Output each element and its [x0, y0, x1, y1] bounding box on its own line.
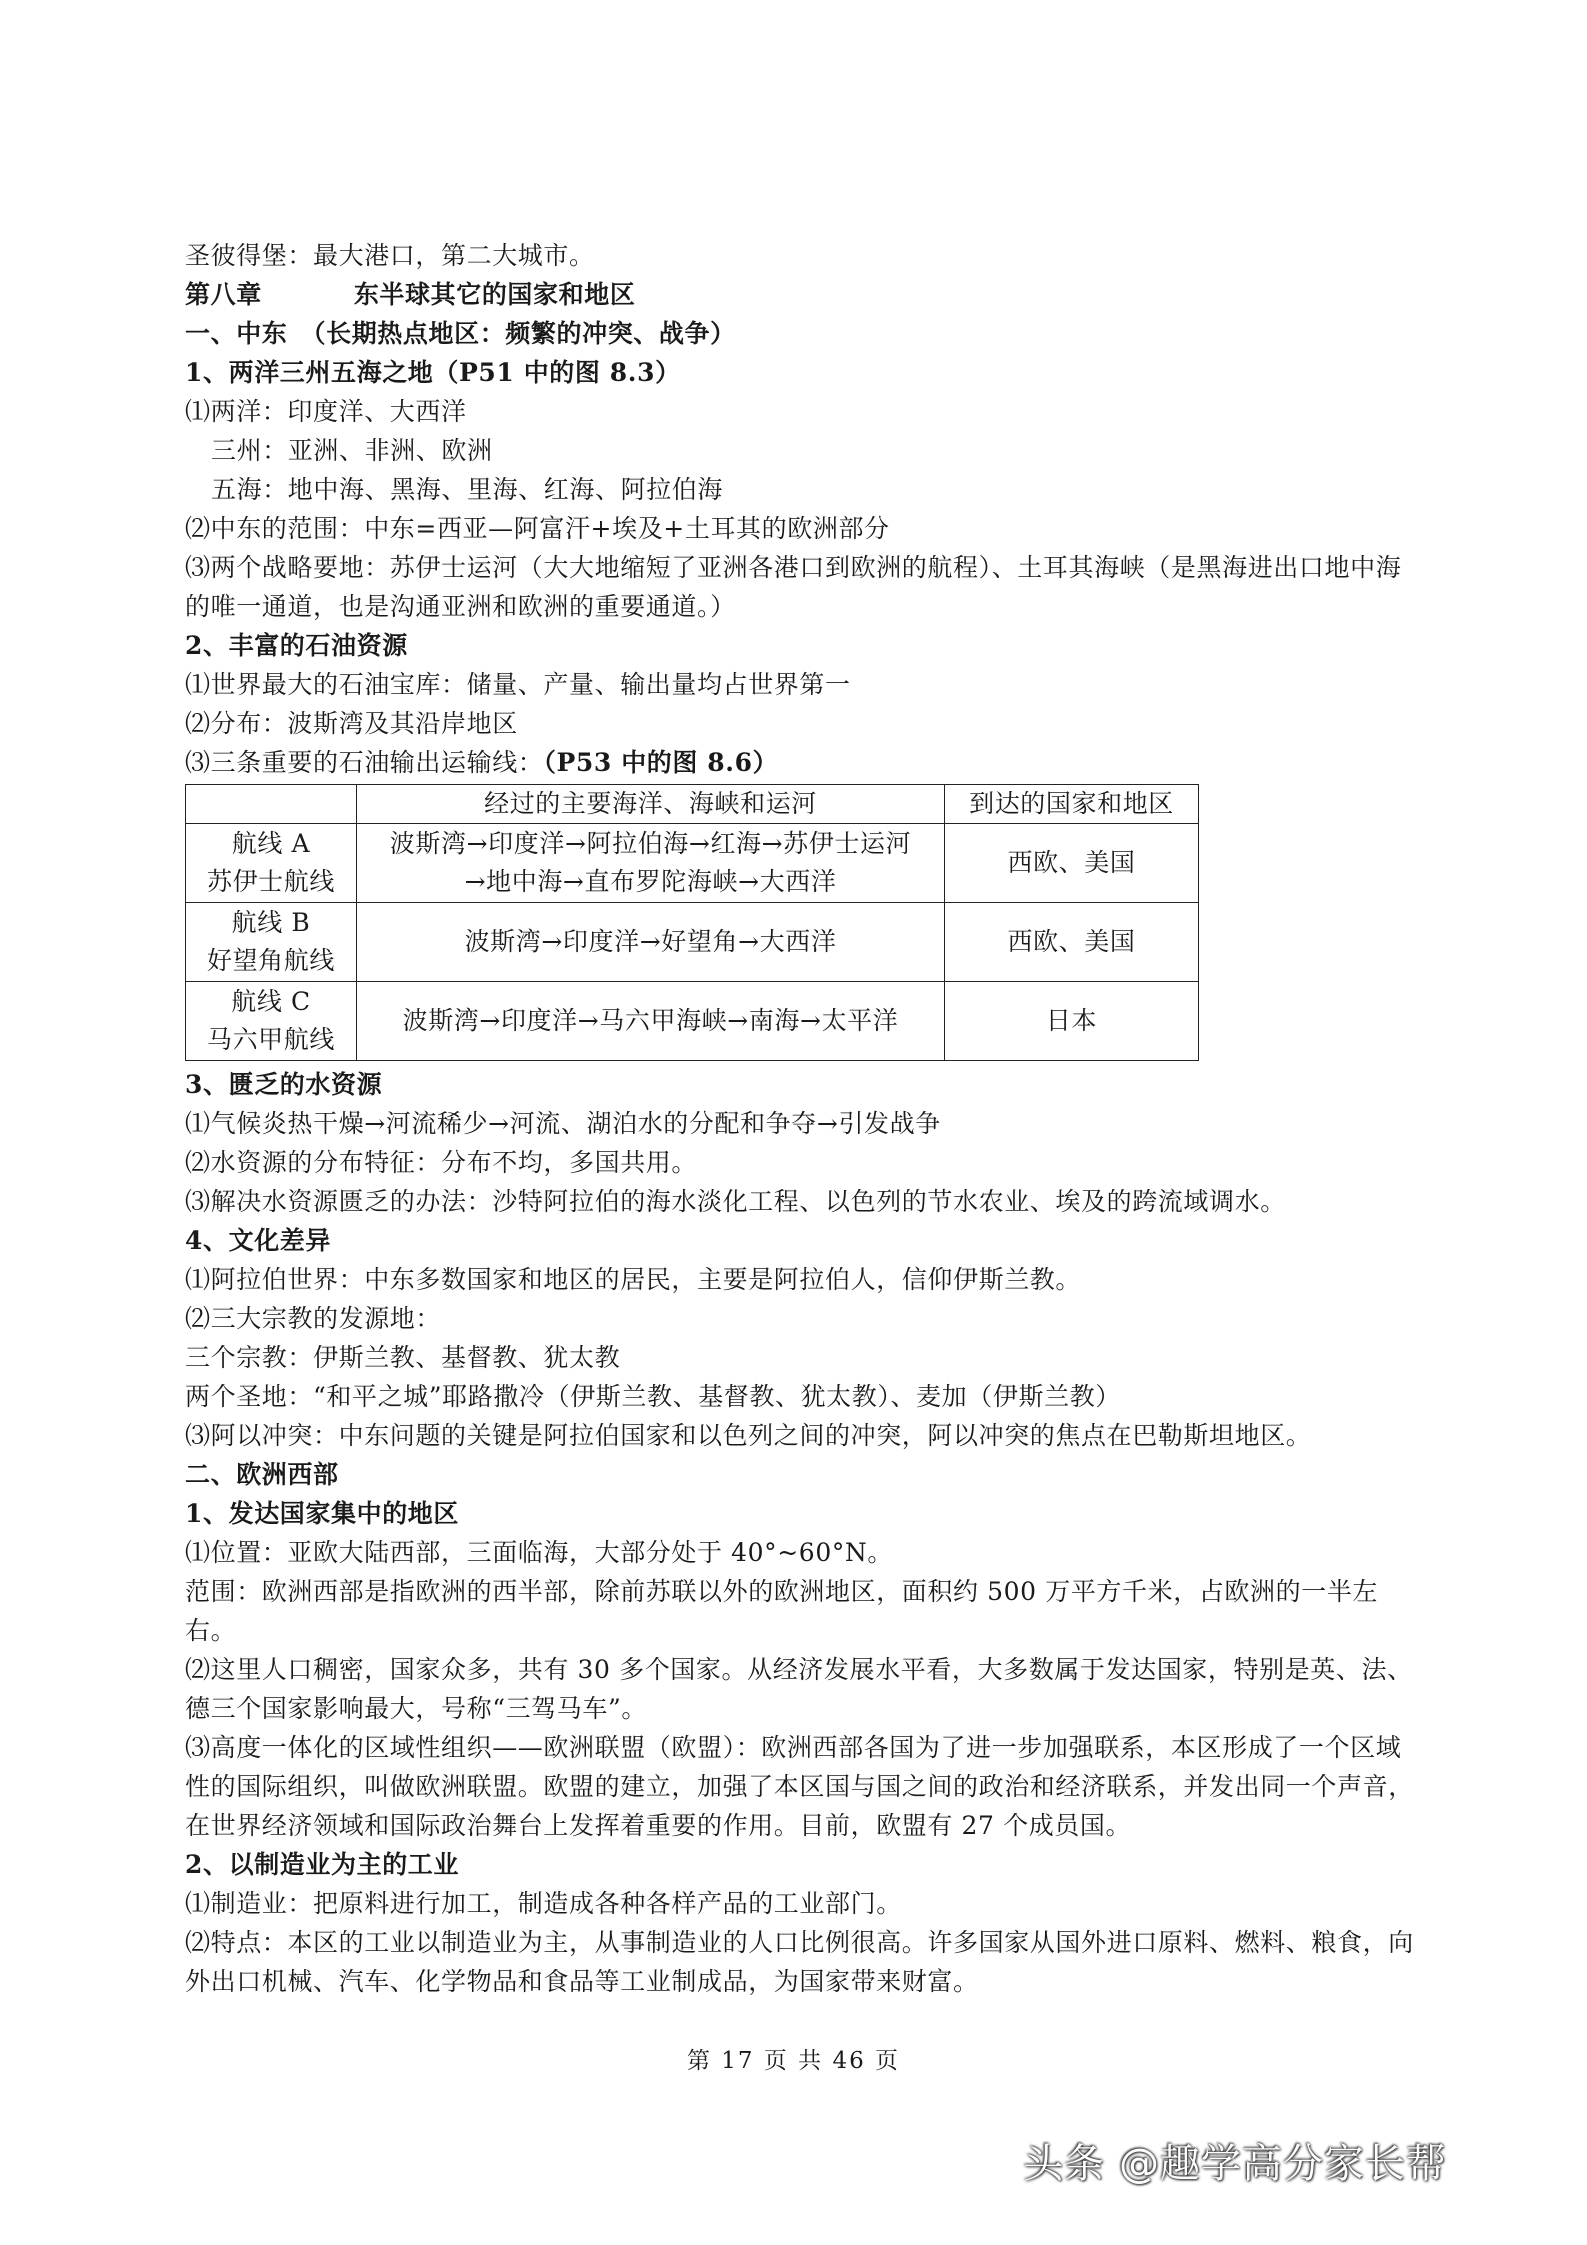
subsection-heading: 2、丰富的石油资源 — [185, 631, 408, 660]
text-line: ⑴制造业：把原料进行加工，制造成各种各样产品的工业部门。 — [185, 1889, 902, 1918]
subsection-heading: 1、两洋三州五海之地（P51 中的图 8.3） — [185, 358, 681, 387]
text-line: ⑵水资源的分布特征：分布不均，多国共用。 — [185, 1148, 698, 1177]
route-name-cell — [186, 982, 357, 1061]
text-line: 五海：地中海、黑海、里海、红海、阿拉伯海 — [211, 475, 724, 504]
route-name: 航线 C — [231, 987, 311, 1016]
route-name-cell — [186, 824, 357, 903]
text-line: 两个圣地：“和平之城”耶路撒冷（伊斯兰教、基督教、犹太教）、麦加（伊斯兰教） — [185, 1382, 1121, 1411]
section-heading: 一、中东 （长期热点地区：频繁的冲突、战争） — [185, 319, 736, 348]
route-name: 航线 A — [231, 829, 311, 858]
route-alias: 苏伊士航线 — [206, 867, 335, 896]
text-line: 三个宗教：伊斯兰教、基督教、犹太教 — [185, 1343, 621, 1372]
text-line: ⑴两洋：印度洋、大西洋 — [185, 397, 467, 426]
route-path: 波斯湾→印度洋→马六甲海峡→南海→太平洋 — [357, 982, 945, 1061]
text-line: ⑶解决水资源匮乏的办法：沙特阿拉伯的海水淡化工程、以色列的节水农业、埃及的跨流域调水。 — [185, 1187, 1286, 1216]
route-path: →地中海→直布罗陀海峡→大西洋 — [464, 867, 837, 896]
section-heading: 二、欧洲西部 — [185, 1460, 339, 1489]
text-line: ⑴世界最大的石油宝库：储量、产量、输出量均占世界第一 — [185, 670, 851, 699]
route-destination: 西欧、美国 — [945, 824, 1199, 903]
text-paragraph: ⑵这里人口稠密，国家众多，共有 30 多个国家。从经济发展水平看，大多数属于发达国家，特别是英、法、德三个国家影响最大，号称“三驾马车”。 — [185, 1655, 1413, 1723]
table-header-cell: 经过的主要海洋、海峡和运河 — [357, 785, 945, 824]
route-alias: 好望角航线 — [206, 946, 335, 975]
route-path-cell — [357, 824, 945, 903]
route-alias: 马六甲航线 — [206, 1025, 335, 1054]
table-row — [186, 824, 1199, 903]
route-path: 波斯湾→印度洋→阿拉伯海→红海→苏伊士运河 — [389, 829, 912, 858]
text-line: ⑵三大宗教的发源地： — [185, 1304, 442, 1333]
route-name: 航线 B — [231, 908, 311, 937]
text-line — [185, 743, 1415, 782]
subsection-heading: 3、匮乏的水资源 — [185, 1070, 383, 1099]
text-paragraph: ⑶高度一体化的区域性组织——欧洲联盟（欧盟）：欧洲西部各国为了进一步加强联系，本区形成了一个区域性的国际组织，叫做欧洲联盟。欧盟的建立，加强了本区国与国之间的政治和经济联系，并发出同一个声音，在世界经济领域和国际政治舞台上发挥着重要的作用。目前，欧盟有 27 个成员国。 — [185, 1733, 1414, 1840]
subsection-heading: 1、发达国家集中的地区 — [185, 1499, 459, 1528]
route-destination: 西欧、美国 — [945, 903, 1199, 982]
chapter-heading — [185, 275, 1415, 314]
table-header-cell: 到达的国家和地区 — [945, 785, 1199, 824]
text-span: ⑶三条重要的石油输出运输线： — [185, 748, 544, 777]
document-body — [185, 236, 1415, 2001]
chapter-number: 第八章 — [185, 280, 262, 309]
text-line: ⑴阿拉伯世界：中东多数国家和地区的居民，主要是阿拉伯人，信仰伊斯兰教。 — [185, 1265, 1082, 1294]
text-line: ⑵分布：波斯湾及其沿岸地区 — [185, 709, 518, 738]
table-header-cell — [186, 785, 357, 824]
figure-reference: （P53 中的图 8.6） — [543, 748, 779, 777]
text-paragraph: 范围：欧洲西部是指欧洲的西半部，除前苏联以外的欧洲地区，面积约 500 万平方千米，占欧洲的一半左右。 — [185, 1577, 1379, 1645]
route-name-cell — [186, 903, 357, 982]
text-line: 圣彼得堡：最大港口，第二大城市。 — [185, 241, 595, 270]
text-paragraph: ⑵特点：本区的工业以制造业为主，从事制造业的人口比例很高。许多国家从国外进口原料、燃料、粮食，向外出口机械、汽车、化学物品和食品等工业制成品，为国家带来财富。 — [185, 1928, 1414, 1996]
text-line: 三州：亚洲、非洲、欧洲 — [211, 436, 493, 465]
oil-routes-table — [185, 784, 1199, 1061]
watermark: 头条 @趣学高分家长帮 — [1023, 2141, 1447, 2187]
route-destination: 日本 — [945, 982, 1199, 1061]
route-path: 波斯湾→印度洋→好望角→大西洋 — [357, 903, 945, 982]
text-paragraph: ⑶两个战略要地：苏伊士运河（大大地缩短了亚洲各港口到欧洲的航程）、土耳其海峡（是黑海进出口地中海的唯一通道，也是沟通亚洲和欧洲的重要通道。） — [185, 553, 1402, 621]
text-line: ⑶阿以冲突：中东问题的关键是阿拉伯国家和以色列之间的冲突，阿以冲突的焦点在巴勒斯坦地区。 — [185, 1421, 1312, 1450]
page-number-footer: 第 17 页 共 46 页 — [686, 2048, 901, 2074]
text-line: ⑴气候炎热干燥→河流稀少→河流、湖泊水的分配和争夺→引发战争 — [185, 1109, 941, 1138]
table-row — [186, 982, 1199, 1061]
text-line: ⑴位置：亚欧大陆西部，三面临海，大部分处于 40°~60°N。 — [185, 1538, 893, 1567]
subsection-heading: 2、以制造业为主的工业 — [185, 1850, 459, 1879]
table-header-row — [186, 785, 1199, 824]
table-row — [186, 903, 1199, 982]
text-line: ⑵中东的范围：中东=西亚—阿富汗+埃及+土耳其的欧洲部分 — [185, 514, 890, 543]
chapter-title: 东半球其它的国家和地区 — [353, 280, 636, 309]
subsection-heading: 4、文化差异 — [185, 1226, 331, 1255]
